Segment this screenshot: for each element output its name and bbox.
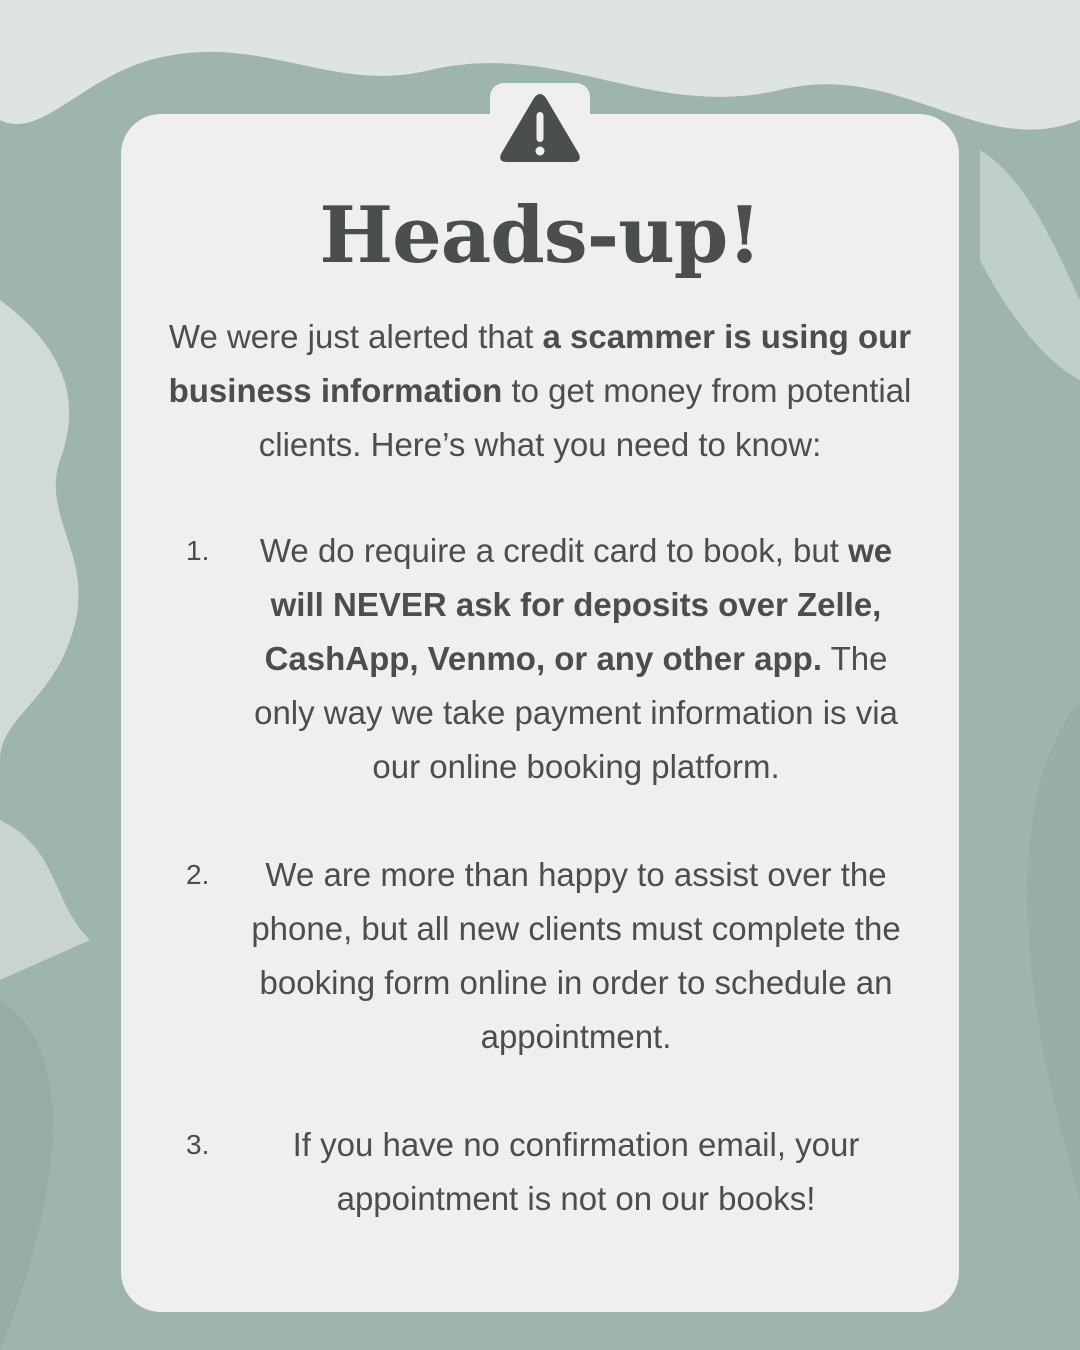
item-bold-text: we will NEVER ask for deposits over Zelle, CashApp, Venmo, or any other app. bbox=[264, 532, 893, 677]
list-item bbox=[180, 1118, 920, 1226]
page-title: Heads-up! bbox=[319, 190, 761, 281]
list-number: 1. bbox=[186, 535, 210, 566]
list-item bbox=[180, 524, 920, 794]
intro-bold-text: a scammer is using our business information bbox=[168, 318, 912, 409]
intro-paragraph bbox=[150, 310, 930, 472]
list-item bbox=[180, 848, 920, 1064]
list-item-text: We are more than happy to assist over the phone, but all new clients must complete the booking form online in order to schedule an appointment. bbox=[251, 856, 901, 1055]
list-item-text bbox=[232, 524, 920, 794]
list-number: 2. bbox=[186, 859, 210, 890]
warning-triangle-icon bbox=[499, 92, 581, 164]
list-item-text: If you have no confirmation email, your appointment is not on our books! bbox=[292, 1126, 860, 1217]
intro-text-end: to get money from potential clients. Here’s what you need to know: bbox=[258, 372, 912, 463]
item-text-start: We do require a credit card to book, but bbox=[259, 532, 849, 569]
intro-text: We were just alerted that bbox=[168, 318, 543, 355]
list-number: 3. bbox=[186, 1129, 210, 1160]
item-text-end: The only way we take payment information is via our online booking platform. bbox=[254, 640, 898, 785]
